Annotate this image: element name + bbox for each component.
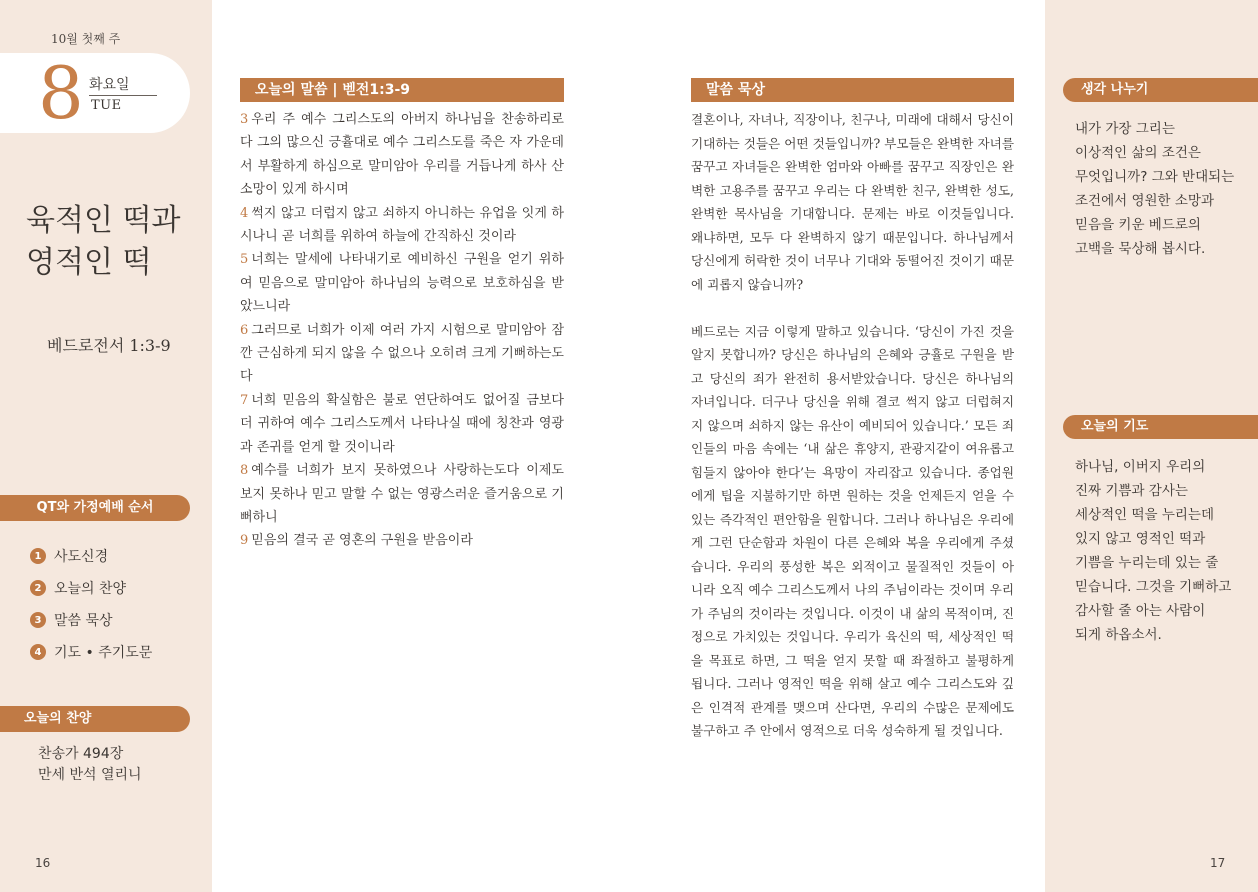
hymn-line: 만세 반석 열리니 — [38, 767, 142, 783]
qt-step — [30, 604, 152, 636]
verse-number: 4 — [240, 205, 249, 221]
day-number: 8 — [38, 51, 84, 135]
qt-step — [30, 636, 152, 668]
meditation-body — [691, 108, 1014, 743]
prayer-header: 오늘의 기도 — [1063, 415, 1258, 439]
page-number-right: 17 — [1210, 856, 1226, 870]
page-title — [26, 200, 206, 284]
scripture-body — [240, 108, 564, 553]
verse — [240, 319, 564, 389]
prayer-line: 믿습니다. 그것을 기뻐하고 — [1075, 579, 1232, 595]
verse — [240, 108, 564, 202]
step-label: 말씀 묵상 — [54, 613, 113, 629]
qt-order-header: QT와 가정예배 순서 — [0, 495, 190, 521]
meditation-paragraph: 결혼이나, 자녀나, 직장이나, 친구나, 미래에 대해서 당신이 기대하는 것들은 어떤 것들입니까? 부모들은 완벽한 자녀를 꿈꾸고 자녀들은 완벽한 엄마와 아빠를 꿈꾸고 직장인은 완벽한 고용주를 꿈꾸고 우리는 다 완벽한 친구, 완벽한 성도, 완벽한 목사님을 기대합니다. 문제는 바로 이것들입니다. 왜냐하면, 모두 다 완벽하지 않기 때문입니다. 하나님께서 당신에게 허락한 것이 너무나 기대와 동떨어진 것이기 때문에 괴롭지 않습니까? — [691, 112, 1014, 292]
verse — [240, 389, 564, 459]
share-thoughts-header: 생각 나누기 — [1063, 78, 1258, 102]
share-line: 이상적인 삶의 조건은 — [1075, 145, 1201, 161]
verse-text: 우리 주 예수 그리스도의 아버지 하나님을 찬송하리로다 그의 많으신 긍휼대로 예수 그리스도를 죽은 자 가운데서 부활하게 하심으로 말미암아 우리를 거듭나게 하사 산 소망이 있게 하시며 — [240, 112, 564, 198]
title-line: 육적인 떡과 — [26, 203, 181, 238]
verse-text: 너희는 말세에 나타내기로 예비하신 구원을 얻기 위하여 믿음으로 말미암아 하나님의 능력으로 보호하심을 받았느니라 — [240, 252, 564, 315]
scripture-header: 오늘의 말씀 | 벧전1:3-9 — [240, 78, 564, 102]
weekday-divider — [89, 95, 157, 96]
share-line: 조건에서 영원한 소망과 — [1075, 193, 1214, 209]
verse-number: 8 — [240, 463, 249, 479]
step-number-badge: 2 — [30, 580, 46, 596]
prayer-line: 기쁨을 누리는데 있는 줄 — [1075, 555, 1219, 571]
step-number-badge: 3 — [30, 612, 46, 628]
step-number-badge: 4 — [30, 644, 46, 660]
passage-reference: 베드로전서 1:3-9 — [47, 336, 171, 355]
verse-number: 6 — [240, 322, 249, 338]
verse-number: 5 — [240, 252, 249, 268]
week-label: 10월 첫째 주 — [51, 32, 121, 46]
prayer-line: 있지 않고 영적인 떡과 — [1075, 531, 1206, 547]
step-label: 사도신경 — [54, 549, 109, 565]
prayer-line: 되게 하옵소서. — [1075, 627, 1162, 643]
prayer-line: 세상적인 떡을 누리는데 — [1075, 507, 1214, 523]
step-label: 오늘의 찬양 — [54, 581, 127, 597]
step-label: 기도 • 주기도문 — [54, 645, 153, 661]
prayer-line: 감사할 줄 아는 사람이 — [1075, 603, 1206, 619]
meditation-header: 말씀 묵상 — [691, 78, 1014, 102]
verse-number: 9 — [240, 533, 249, 549]
weekday-english: TUE — [91, 98, 122, 113]
verse-text: 너희 믿음의 확실함은 불로 연단하여도 없어질 금보다 더 귀하여 예수 그리스도께서 나타나실 때에 칭찬과 영광과 존귀를 얻게 할 것이니라 — [240, 392, 564, 455]
share-line: 내가 가장 그리는 — [1075, 121, 1175, 137]
prayer-line: 진짜 기쁨과 감사는 — [1075, 483, 1188, 499]
step-number-badge: 1 — [30, 548, 46, 564]
share-thoughts-body — [1075, 117, 1250, 261]
prayer-line: 하나님, 이버지 우리의 — [1075, 459, 1206, 475]
share-line: 무엇입니까? 그와 반대되는 — [1075, 169, 1235, 185]
verse-number: 7 — [240, 392, 249, 408]
verse-text: 그러므로 너희가 이제 여러 가지 시험으로 말미암아 잠깐 근심하게 되지 않을 수 없으나 오히려 크게 기뻐하는도다 — [240, 322, 564, 385]
verse-text: 썩지 않고 더럽지 않고 쇠하지 아니하는 유업을 잇게 하시나니 곧 너희를 위하여 하늘에 간직하신 것이라 — [240, 205, 564, 245]
title-line: 영적인 떡 — [26, 245, 152, 280]
verse-text: 예수를 너희가 보지 못하였으나 사랑하는도다 이제도 보지 못하나 믿고 말할 수 없는 영광스러운 즐거움으로 기뻐하니 — [240, 463, 564, 525]
verse — [240, 202, 564, 249]
meditation-paragraph: 베드로는 지금 이렇게 말하고 있습니다. ‘당신이 가진 것을 알지 못합니까? 당신은 하나님의 은혜와 긍휼로 구원을 받고 당신의 죄가 완전히 용서받았습니다. 당신은 하나님의 자녀입니다. 더구나 당신을 위해 결코 썩지 않고 더럽혀지지 않으며 쇠하지 않는 유산이 예비되어 있습니다.’ 모든 죄인들의 마음 속에는 ‘내 삶은 휴양지, 관광지같이 여유롭고 힘들지 않아야 한다’는 욕망이 자리잡고 있습니다. 종업원에게 팁을 지불하기만 하면 원하는 것을 언제든지 얻을 수 있는 즉각적인 편안함을 원합니다. 그러나 하나님은 우리에게 그런 단순함과 차원이 다른 은혜와 복을 우리에게 주셨습니다. 우리의 풍성한 복은 외적이고 물질적인 것들이 아니라 오직 예수 그리스도께서 나의 주님이라는 것이며 우리가 주님의 것이라는 것입니다. 이것이 내 삶의 목적이며, 진정으로 가치있는 것입니다. 우리가 육신의 떡, 세상적인 떡을 목표로 하면, 그 떡을 얻지 못할 때 좌절하고 불평하게 됩니다. 그러나 영적인 떡을 위해 살고 예수 그리스도와 깊은 인격적 관계를 맺으며 산다면, 우리의 수많은 문제에도 불구하고 주 안에서 영적으로 더욱 성숙하게 될 것입니다. — [691, 323, 1014, 738]
verse — [240, 459, 564, 529]
share-line: 고백을 묵상해 봅시다. — [1075, 241, 1206, 257]
verse-number: 3 — [240, 112, 249, 127]
page-number-left: 16 — [35, 856, 51, 870]
qt-steps-list — [30, 540, 152, 668]
qt-step — [30, 540, 152, 572]
qt-step — [30, 572, 152, 604]
prayer-body — [1075, 455, 1250, 647]
verse-text: 믿음의 결국 곧 영혼의 구원을 받음이라 — [251, 533, 473, 549]
verse — [240, 248, 564, 318]
hymn-header: 오늘의 찬양 — [0, 706, 190, 732]
hymn-info — [38, 744, 142, 786]
share-line: 믿음을 키운 베드로의 — [1075, 217, 1201, 233]
verse — [240, 529, 564, 552]
weekday-korean: 화요일 — [89, 77, 130, 93]
hymn-line: 찬송가 494장 — [38, 746, 124, 762]
